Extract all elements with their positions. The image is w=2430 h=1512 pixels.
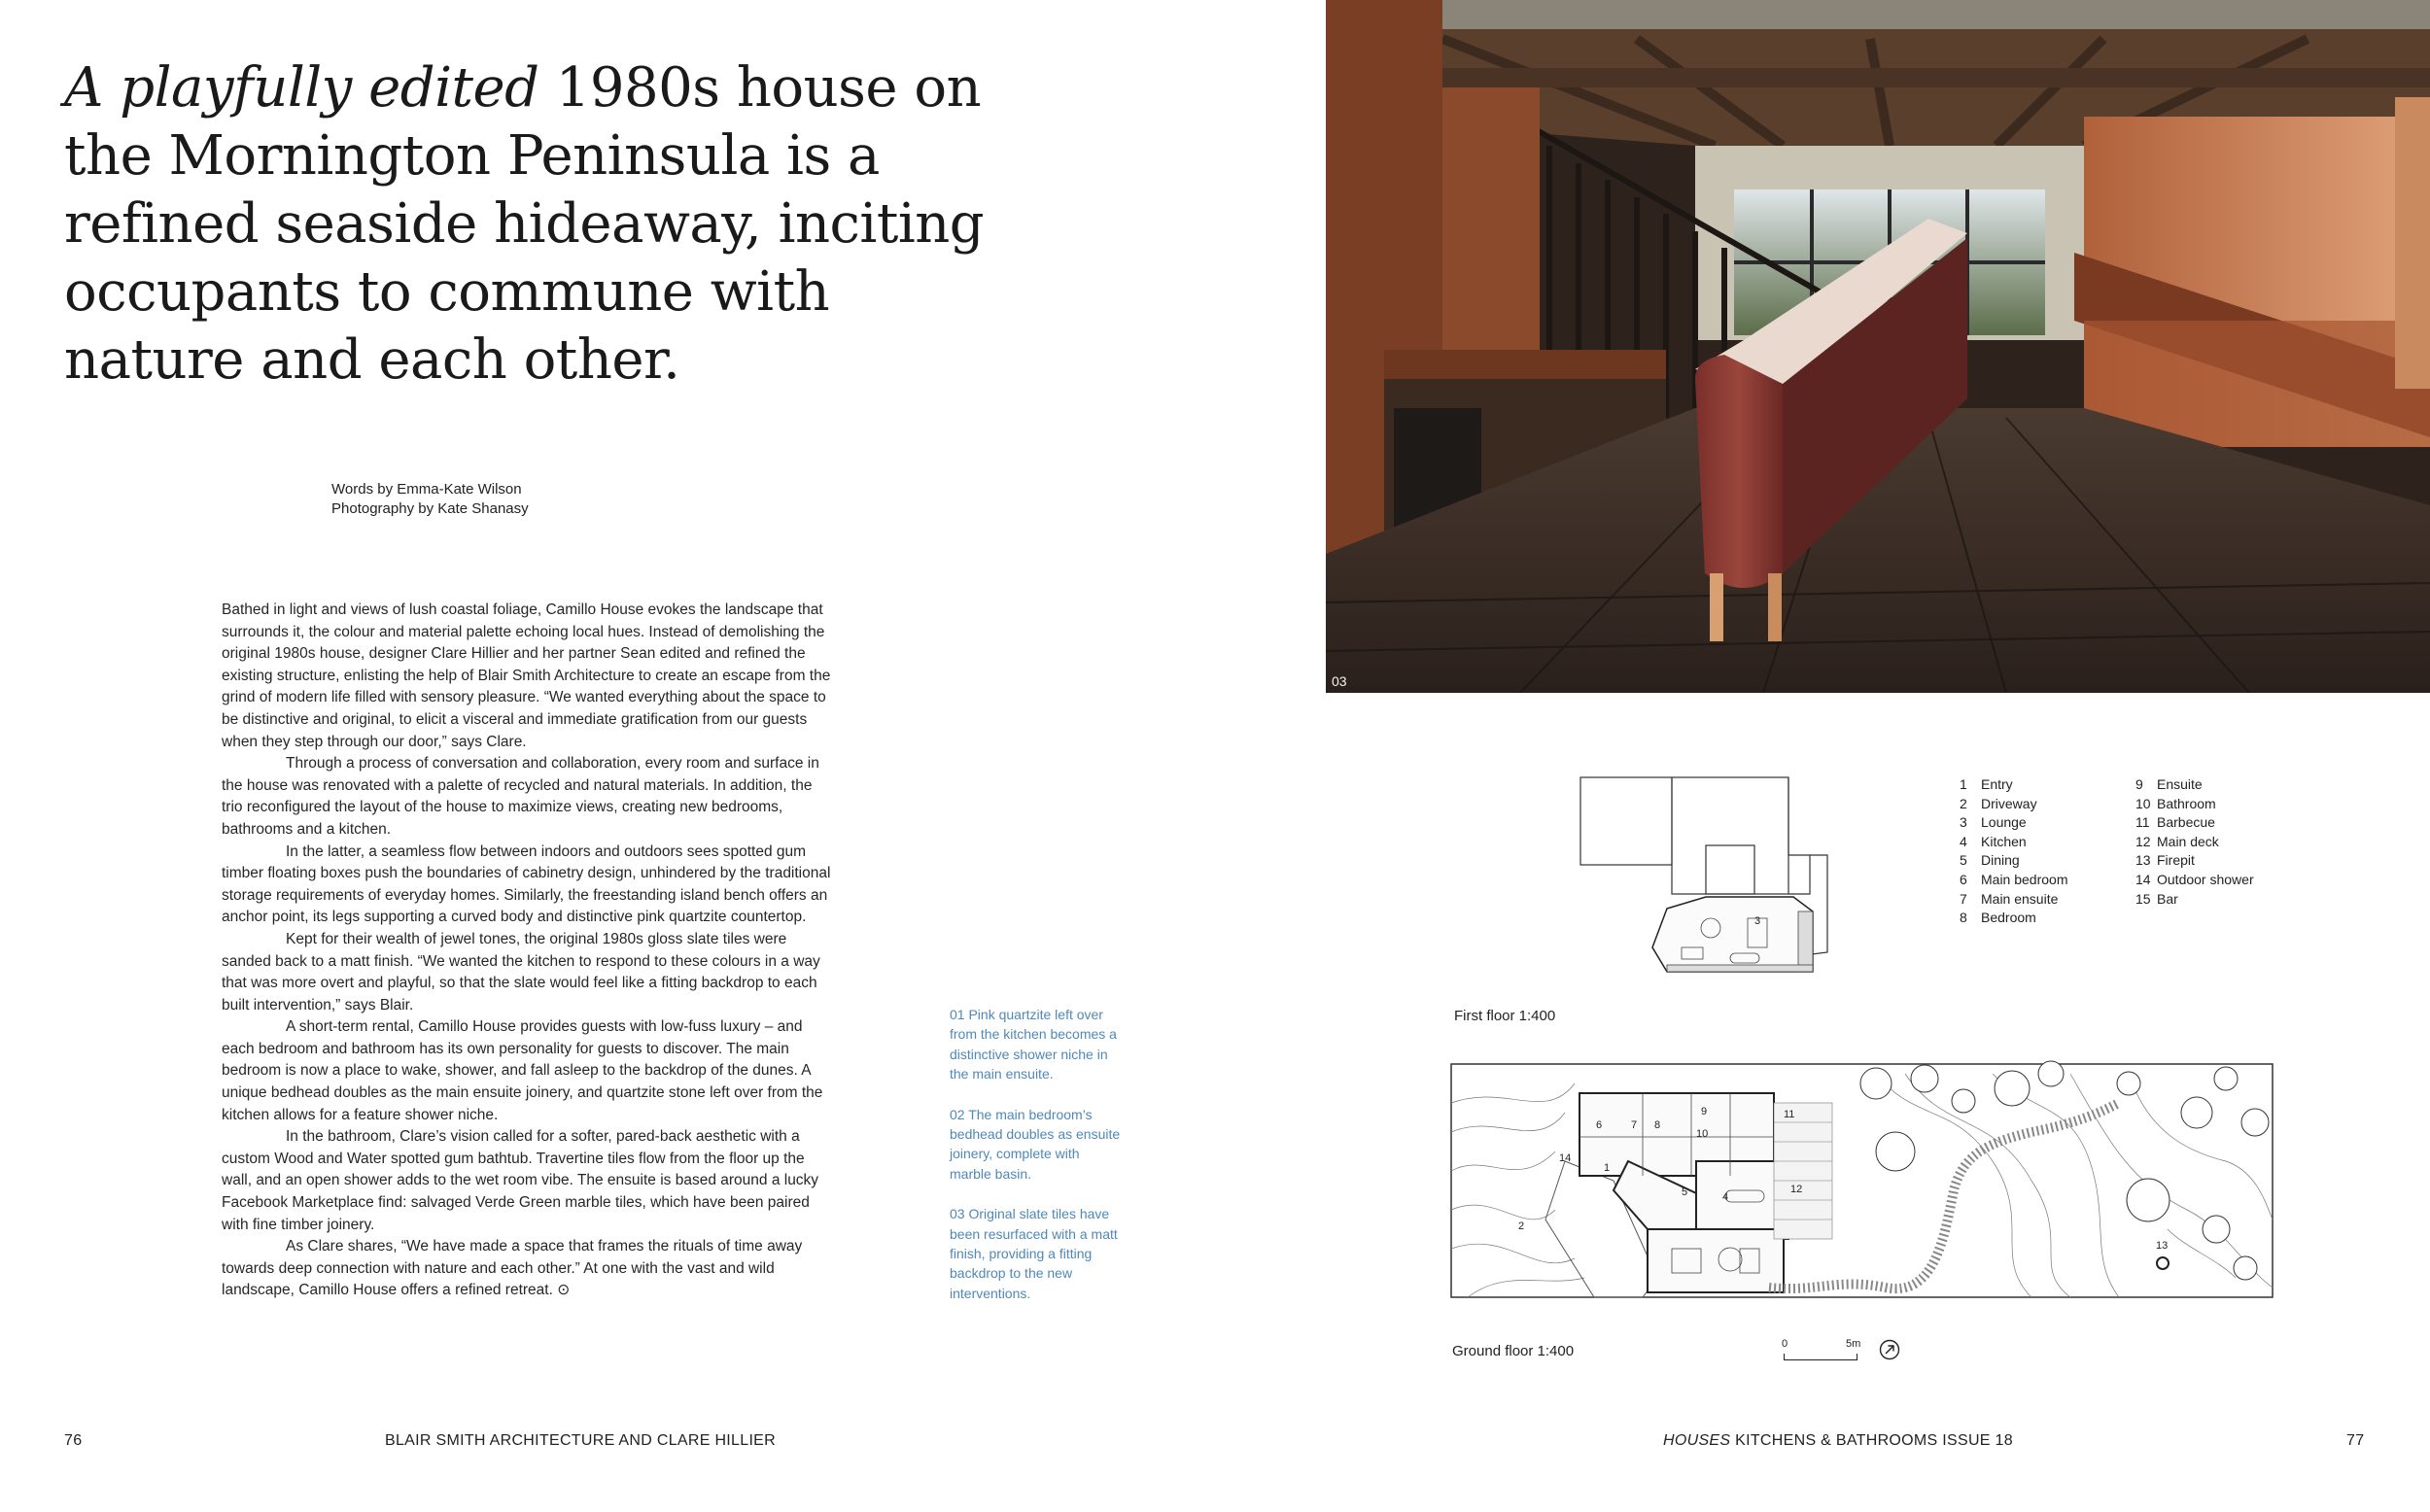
ground-number: 1 bbox=[1604, 1162, 1611, 1174]
ground-floor-plan bbox=[1448, 1045, 2279, 1326]
first-floor-label: First floor 1:400 bbox=[1454, 1008, 1556, 1024]
legend-item: 6 Main bedroom bbox=[1960, 871, 2068, 887]
plan-legend-col1 bbox=[1960, 775, 2068, 928]
credits bbox=[331, 480, 529, 519]
plan-legend-col2 bbox=[2135, 775, 2254, 909]
scale-bar bbox=[1782, 1334, 1869, 1363]
legend-item: 4 Kitchen bbox=[1960, 833, 2027, 849]
ground-number: 10 bbox=[1696, 1128, 1709, 1140]
north-arrow-icon bbox=[1878, 1338, 1901, 1361]
credit-photography: Photography by Kate Shanasy bbox=[331, 500, 529, 517]
scale-zero: 0 bbox=[1782, 1338, 1788, 1350]
ground-number: 12 bbox=[1790, 1184, 1803, 1195]
body-paragraph: In the latter, a seamless flow between indoors and outdoors sees spotted gum timber floating boxes push the boundaries of cabinetry design, unhindered by the traditional storage requirements of everyday homes. Similarly, the freestanding island bench offers an anchor point, its legs supporting a curved body and distinctive pink quartzite countertop. bbox=[222, 842, 831, 926]
legend-item: 14 Outdoor shower bbox=[2135, 871, 2254, 887]
magazine-rest: KITCHENS & BATHROOMS ISSUE 18 bbox=[1730, 1432, 2013, 1449]
ground-number: 7 bbox=[1631, 1119, 1638, 1131]
caption-02: 02 The main bedroom’s bedhead doubles as ensuite joinery, complete with marble basin. bbox=[950, 1106, 1121, 1182]
body-paragraph: As Clare shares, “We have made a space that frames the rituals of time away towards deep connection with nature and each other.” At one with the vast and wild landscape, Camillo House offers a refined retreat. ⊙ bbox=[222, 1238, 803, 1299]
legend-item: 10 Bathroom bbox=[2135, 795, 2216, 811]
first-floor-plan bbox=[1575, 773, 1886, 981]
ground-number: 9 bbox=[1701, 1106, 1708, 1117]
body-paragraph: A short-term rental, Camillo House provides guests with low-fuss luxury – and each bedroom and bathroom has its own personality for guests to discover. The main bedroom is now a place to wake, shower, and fall asleep to the backdrop of the dunes. A unique bedhead doubles as the main ensuite joinery, and quartzite stone left over from the kitchen allows for a feature shower niche. bbox=[222, 1018, 823, 1123]
article-body bbox=[222, 600, 836, 1302]
legend-item: 15 Bar bbox=[2135, 890, 2178, 907]
ground-number: 2 bbox=[1518, 1220, 1525, 1232]
page-number-right: 77 bbox=[2346, 1432, 2365, 1449]
legend-item: 7 Main ensuite bbox=[1960, 890, 2059, 907]
ground-floor-label: Ground floor 1:400 bbox=[1452, 1343, 1575, 1359]
credit-words: Words by Emma-Kate Wilson bbox=[331, 481, 522, 498]
caption-03: 03 Original slate tiles have been resurfaced with a matt finish, providing a fitting backdrop to the new interventions. bbox=[950, 1206, 1118, 1301]
legend-item: 3 Lounge bbox=[1960, 814, 2027, 831]
legend-item: 8 Bedroom bbox=[1960, 910, 2036, 926]
footer-credit: BLAIR SMITH ARCHITECTURE AND CLARE HILLIER bbox=[385, 1432, 777, 1449]
legend-item: 13 Firepit bbox=[2135, 852, 2195, 869]
legend-item: 2 Driveway bbox=[1960, 795, 2037, 811]
photo-captions bbox=[950, 1005, 1125, 1323]
headline-rest: 1980s house on the Mornington Peninsula is a refined seaside hideaway, inciting occupants to commune with nature and each other. bbox=[64, 56, 985, 392]
first-floor-number: 3 bbox=[1754, 915, 1761, 927]
ground-number: 8 bbox=[1654, 1119, 1661, 1131]
page-number-left: 76 bbox=[64, 1432, 83, 1449]
body-paragraph: Kept for their wealth of jewel tones, the original 1980s gloss slate tiles were sanded back to a matt finish. “We wanted the kitchen to respond to these colours in a way that was more overt and playful, so that the slate would feel like a fitting backdrop to each built intervention,” says Blair. bbox=[222, 930, 820, 1014]
ground-number: 4 bbox=[1722, 1191, 1729, 1203]
body-paragraph: In the bathroom, Clare’s vision called for a softer, pared-back aesthetic with a custom Wood and Water spotted gum bathtub. Travertine tiles flow from the floor up the wall, and an open shower adds to the wet room vibe. The ensuite is based around a lucky Facebook Marketplace find: salvaged Verde Green marble tiles, which have been paired with fine timber joinery. bbox=[222, 1128, 819, 1233]
kitchen-photo bbox=[1326, 0, 2430, 693]
legend-item: 12 Main deck bbox=[2135, 833, 2219, 849]
legend-item: 11 Barbecue bbox=[2135, 814, 2215, 831]
photo-number: 03 bbox=[1332, 673, 1347, 689]
legend-item: 1 Entry bbox=[1960, 776, 2013, 792]
footer-magazine bbox=[1663, 1432, 2013, 1450]
kitchen-photo-illustration bbox=[1326, 0, 2430, 693]
ground-number: 13 bbox=[2156, 1240, 2169, 1252]
legend-item: 9 Ensuite bbox=[2135, 776, 2203, 792]
ground-number: 6 bbox=[1596, 1119, 1603, 1131]
caption-01: 01 Pink quartzite left over from the kitchen becomes a distinctive shower niche in the main ensuite. bbox=[950, 1007, 1117, 1082]
body-paragraph: Bathed in light and views of lush coastal foliage, Camillo House evokes the landscape that surrounds it, the colour and material palette echoing local hues. Instead of demolishing the original 1980s house, designer Clare Hillier and her partner Sean edited and refined the existing structure, enlisting the help of Blair Smith Architecture to create an escape from the grind of modern life filled with sensory pleasure. “We wanted everything about the space to be distinctive and original, to elicit a visceral and immediate gratification from our guests when they step through our door,” says Clare. bbox=[222, 601, 831, 750]
ground-number: 14 bbox=[1559, 1152, 1572, 1164]
ground-number: 11 bbox=[1784, 1109, 1795, 1120]
scale-five: 5m bbox=[1846, 1338, 1861, 1350]
body-paragraph: Through a process of conversation and collaboration, every room and surface in the house was renovated with a palette of recycled and natural materials. In addition, the trio reconfigured the layout of the house to maximize views, creating new bedrooms, bathrooms and a kitchen. bbox=[222, 755, 819, 838]
headline bbox=[64, 54, 997, 395]
legend-item: 5 Dining bbox=[1960, 852, 2020, 869]
headline-italic: A playfully edited bbox=[64, 56, 539, 120]
magazine-italic: HOUSES bbox=[1663, 1432, 1731, 1449]
ground-number: 5 bbox=[1682, 1186, 1688, 1198]
